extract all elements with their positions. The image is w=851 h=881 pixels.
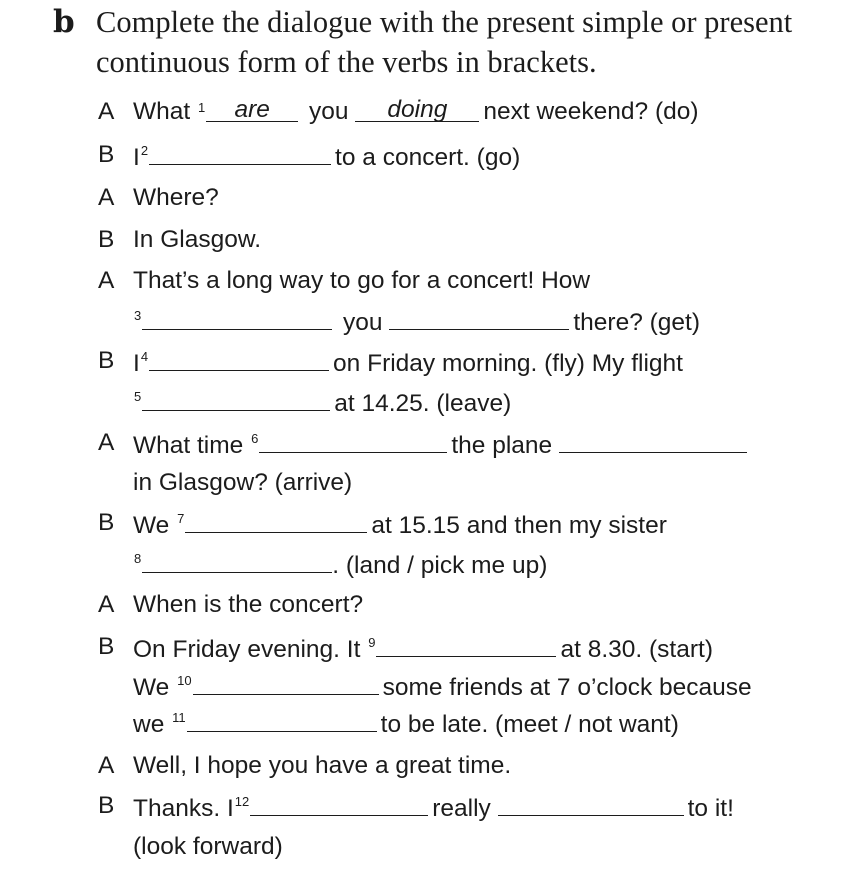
line-text: Where?: [133, 184, 219, 211]
line-text: When is the concert?: [133, 591, 364, 618]
answer-blank-4[interactable]: [149, 346, 329, 371]
line-text: What time $^6$ the plane: [133, 428, 751, 461]
line-text: What $^1$ are you doing next weekend? (do): [133, 96, 699, 125]
line-text: (look forward): [133, 833, 283, 860]
blank-number: 3: [134, 308, 142, 323]
answer-blank-12b[interactable]: [498, 791, 684, 816]
line-text: $^8$ . (land / pick me up): [133, 548, 547, 581]
line-text: in Glasgow? (arrive): [133, 469, 353, 496]
speaker-label: A: [98, 591, 115, 618]
speaker-label: B: [98, 509, 115, 536]
answer-blank-6[interactable]: [259, 428, 447, 453]
blank-number: 11: [172, 710, 186, 725]
answer-blank-7[interactable]: [185, 508, 367, 533]
speaker-label: A: [98, 184, 115, 211]
answer-blank-9[interactable]: [376, 632, 556, 657]
line-text: We $^{10}$ some friends at 7 o’clock because: [133, 670, 752, 703]
line-text: Well, I hope you have a great time.: [133, 752, 512, 779]
blank-number: 8: [134, 551, 142, 566]
blank-number: 4: [140, 349, 149, 364]
blank-number: 5: [134, 389, 142, 404]
answer-blank-12[interactable]: [250, 791, 428, 816]
answer-blank-5[interactable]: [142, 386, 330, 411]
answer-blank-1b[interactable]: doing: [355, 97, 479, 122]
line-text: $I^2$ to a concert. (go): [133, 140, 520, 173]
blank-number: 12: [234, 794, 250, 809]
line-text: In Glasgow.: [133, 226, 262, 253]
answer-blank-6b[interactable]: [559, 428, 747, 453]
blank-number: 6: [251, 431, 259, 446]
speaker-label: A: [98, 429, 115, 456]
speaker-label: B: [98, 633, 115, 660]
blank-number: 10: [177, 673, 192, 688]
answer-blank-11[interactable]: [187, 707, 377, 732]
exercise-letter: b: [53, 4, 75, 40]
line-text: We $^7$ at 15.15 and then my sister: [133, 508, 667, 541]
blank-number: 9: [368, 635, 376, 650]
exercise-instructions: Complete the dialogue with the present simple or present continuous form of the verbs in brackets.: [96, 5, 793, 79]
blank-number: 1: [198, 100, 206, 115]
speaker-label: B: [98, 347, 115, 374]
answer-blank-2[interactable]: [149, 140, 331, 165]
line-text: $^3$ you there? (get): [133, 305, 700, 338]
speaker-label: B: [98, 792, 115, 819]
answer-blank-3[interactable]: [142, 305, 332, 330]
answer-blank-8[interactable]: [142, 548, 332, 573]
line-text: $^5$ at 14.25. (leave): [133, 386, 511, 419]
answer-blank-3b[interactable]: [389, 305, 569, 330]
line-text: On Friday evening. It $^9$ at 8.30. (start): [133, 632, 713, 665]
line-text: That’s a long way to go for a concert! How: [133, 267, 591, 294]
speaker-label: A: [98, 752, 115, 779]
line-text: $I^4$ on Friday morning. (fly) My flight: [133, 346, 683, 379]
answer-blank-1[interactable]: are: [206, 97, 298, 122]
line-text: Thanks. $I^{12}$ really to it!: [133, 791, 734, 824]
line-text: we $^{11}$ to be late. (meet / not want): [133, 707, 679, 740]
blank-number: 7: [177, 511, 185, 526]
speaker-label: B: [98, 141, 115, 168]
blank-number: 2: [140, 143, 149, 158]
speaker-label: A: [98, 98, 115, 125]
speaker-label: A: [98, 267, 115, 294]
speaker-label: B: [98, 226, 115, 253]
answer-blank-10[interactable]: [193, 670, 379, 695]
